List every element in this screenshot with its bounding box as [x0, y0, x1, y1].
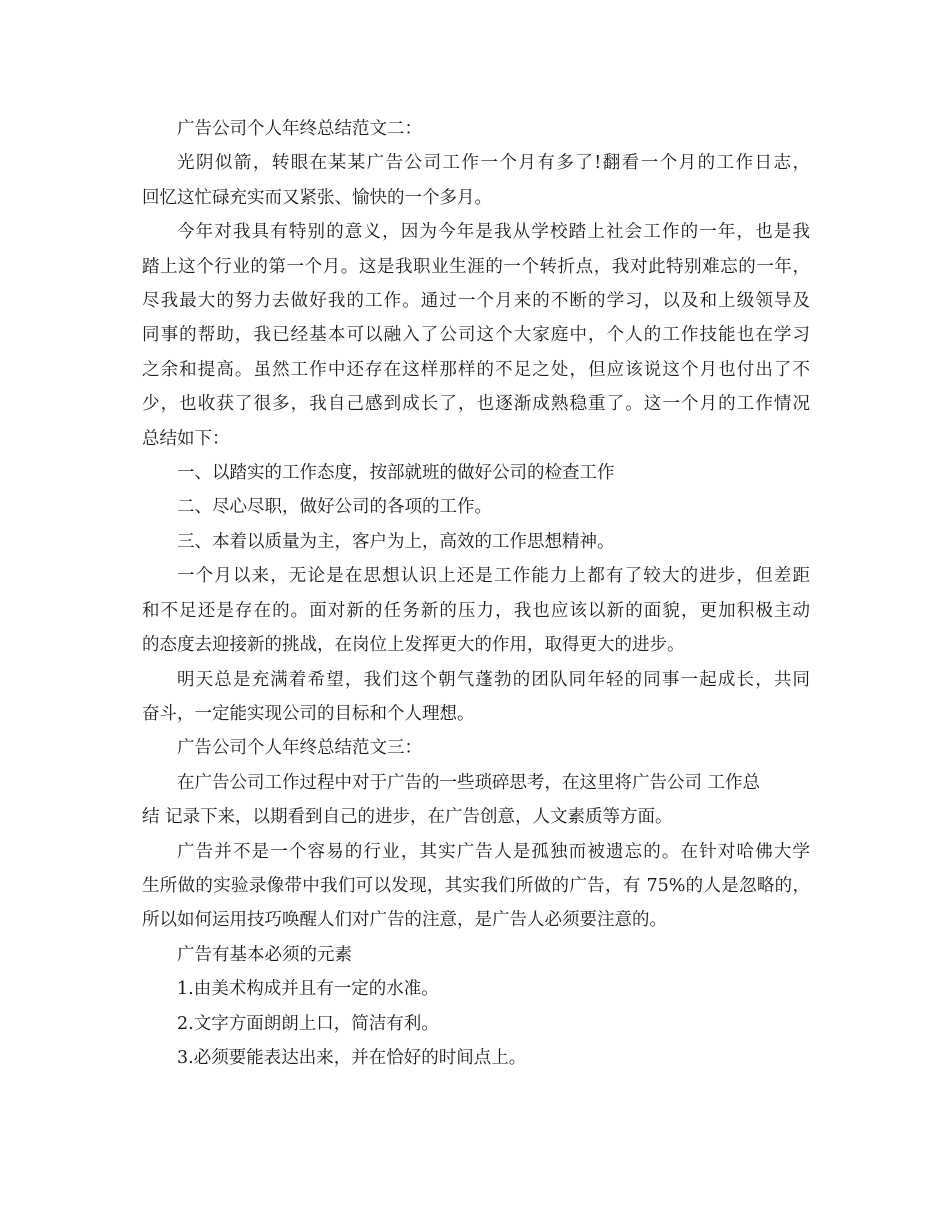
list-item: 二、尽心尽职，做好公司的各项的工作。 — [177, 497, 492, 518]
paragraph-3 — [142, 559, 810, 662]
list-item: 2.文字方面朗朗上口，简洁有利。 — [177, 1013, 439, 1034]
text-line: 在广告公司工作过程中对于广告的一些琐碎思考，在这里将广告公司 工作总 — [177, 772, 761, 793]
text-line: 奋斗，一定能实现公司的目标和个人理想。 — [142, 703, 475, 724]
section-heading-3 — [142, 731, 810, 765]
text-line: 总结如下： — [142, 428, 230, 449]
text-line: 的态度去迎接新的挑战，在岗位上发挥更大的作用，取得更大的进步。 — [142, 635, 685, 656]
paragraph-4 — [142, 663, 810, 732]
paragraph-1 — [142, 146, 810, 215]
text-line: 踏上这个行业的第一个月。这是我职业生涯的一个转折点，我对此特别难忘的一年， — [142, 256, 810, 277]
text-line: 少，也收获了很多，我自己感到成长了，也逐渐成熟稳重了。这一个月的工作情况 — [142, 394, 810, 415]
heading-line: 广告公司个人年终总结范文二： — [177, 119, 422, 139]
text-line: 广告并不是一个容易的行业，其实广告人是孤独而被遗忘的。在针对哈佛大学 — [177, 841, 810, 862]
elements-list — [142, 938, 810, 1076]
text-line: 一个月以来，无论是在思想认识上还是工作能力上都有了较大的进步，但差距 — [177, 566, 810, 587]
text-line: 生所做的实验录像带中我们可以发现，其实我们所做的广告，有 75%的人是忽略的， — [142, 875, 810, 896]
list-heading: 广告有基本必须的元素 — [177, 944, 352, 965]
document-body — [142, 112, 810, 1075]
text-line: 明天总是充满着希望，我们这个朝气蓬勃的团队同年轻的同事一起成长，共同 — [177, 669, 810, 690]
paragraph-2 — [142, 215, 810, 456]
list-item: 1.由美术构成并且有一定的水准。 — [177, 979, 439, 1000]
list-item: 一、以踏实的工作态度，按部就班的做好公司的检查工作 — [177, 463, 615, 484]
text-line: 结 记录下来，以期看到自己的进步，在广告创意，人文素质等方面。 — [142, 807, 673, 828]
text-line: 光阴似箭，转眼在某某广告公司工作一个月有多了!翻看一个月的工作日志， — [177, 153, 810, 174]
paragraph-6 — [142, 835, 810, 938]
paragraph-5 — [142, 766, 810, 835]
text-line: 同事的帮助，我已经基本可以融入了公司这个大家庭中，个人的工作技能也在学习 — [142, 325, 810, 346]
text-line: 尽我最大的努力去做好我的工作。通过一个月来的不断的学习，以及和上级领导及 — [142, 291, 810, 312]
text-line: 所以如何运用技巧唤醒人们对广告的注意，是广告人必须要注意的。 — [142, 910, 667, 931]
text-line: 和不足还是存在的。面对新的任务新的压力，我也应该以新的面貌，更加积极主动 — [142, 600, 810, 621]
list-items — [142, 456, 810, 559]
list-item: 3.必须要能表达出来，并在恰好的时间点上。 — [177, 1047, 527, 1068]
list-item: 三、本着以质量为主，客户为上，高效的工作思想精神。 — [177, 531, 615, 552]
section-heading-2 — [142, 112, 810, 146]
text-line: 今年对我具有特别的意义，因为今年是我从学校踏上社会工作的一年，也是我 — [177, 222, 810, 243]
text-line: 回忆这忙碌充实而又紧张、愉快的一个多月。 — [142, 187, 492, 208]
heading-line: 广告公司个人年终总结范文三： — [177, 738, 422, 759]
text-line: 之余和提高。虽然工作中还存在这样那样的不足之处，但应该说这个月也付出了不 — [142, 359, 810, 380]
